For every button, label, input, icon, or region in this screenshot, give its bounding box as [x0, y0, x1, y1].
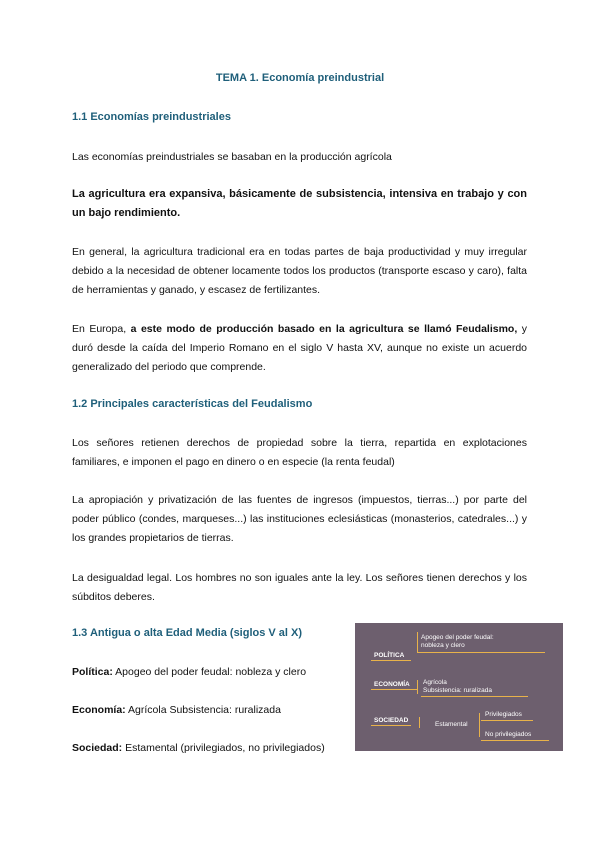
- feudalism-diagram: [355, 623, 563, 751]
- diagram-economia-desc-2: Subsistencia: ruralizada: [423, 687, 493, 694]
- diagram-estamental-bracket: [479, 713, 480, 737]
- section-heading-1: 1.1 Economías preindustriales: [72, 111, 231, 123]
- diagram-privilegiados-underline: [481, 720, 533, 721]
- diagram-politica-desc-2: nobleza y clero: [421, 642, 465, 649]
- page-title: TEMA 1. Economía preindustrial: [215, 72, 385, 84]
- section-heading-3: 1.3 Antigua o alta Edad Media (siglos V al X): [72, 627, 303, 639]
- diagram-economia-desc-1: Agrícola: [423, 679, 447, 686]
- section-heading-2: 1.2 Principales características del Feudalismo: [72, 398, 313, 410]
- paragraph-europa-suffix: y duró desde la caída del Imperio Romano en el siglo V hasta XV, aunque no existe un acuerdo generalizado del periodo que comprende.: [72, 323, 528, 373]
- paragraph-europa-prefix: En Europa,: [72, 323, 131, 335]
- economia-label: Economía:: [72, 704, 126, 716]
- diagram-politica-bracket: [417, 632, 418, 652]
- diagram-sociedad-bracket: [419, 717, 420, 728]
- economia-text: Agrícola Subsistencia: ruralizada: [125, 704, 281, 716]
- diagram-politica-label: POLÍTICA: [374, 652, 405, 659]
- diagram-politica-label-underline: [371, 660, 411, 661]
- diagram-sociedad-label: SOCIEDAD: [374, 717, 409, 724]
- paragraph-apropiacion: La apropiación y privatización de las fuentes de ingresos (impuestos, tierras...) por parte del poder público (condes, marqueses...) las instituciones eclesiásticas (monasterios, catedrales...) y los grandes propietarios de tierras.: [72, 494, 527, 544]
- paragraph-agricultura-tradicional: En general, la agricultura tradicional era en todas partes de baja productividad y muy irregular debido a la necesidad de obtener locamente todos los productos (transporte escaso y caro), falta de herramientas y ganado, y escasez de fertilizantes.: [72, 246, 527, 296]
- diagram-politica-desc-1: Apogeo del poder feudal:: [421, 634, 494, 641]
- paragraph-economias: Las economías preindustriales se basaban en la producción agrícola: [72, 151, 392, 163]
- sociedad-text: Estamental (privilegiados, no privilegiados): [122, 742, 325, 754]
- diagram-privilegiados: Privilegiados: [485, 711, 522, 718]
- diagram-economia-bracket: [417, 680, 418, 694]
- paragraph-europa: [72, 320, 527, 376]
- diagram-no-privilegiados-underline: [481, 740, 549, 741]
- diagram-no-privilegiados: No privilegiados: [485, 731, 532, 738]
- diagram-economia-label: ECONOMÍA: [374, 681, 410, 688]
- diagram-politica-underline: [417, 652, 545, 653]
- paragraph-agricultura: La agricultura era expansiva, básicamente de subsistencia, intensiva en trabajo y con un bajo rendimiento.: [72, 188, 527, 219]
- politica-text: Apogeo del poder feudal: nobleza y clero: [112, 666, 307, 678]
- sociedad-label: Sociedad:: [72, 742, 123, 754]
- politica-line: [72, 663, 352, 682]
- diagram-economia-label-underline: [371, 689, 417, 690]
- politica-label: Política:: [72, 666, 113, 678]
- economia-line: [72, 701, 352, 720]
- diagram-economia-underline: [421, 696, 528, 697]
- paragraph-desigualdad: La desigualdad legal. Los hombres no son iguales ante la ley. Los señores tienen derechos y los súbditos deberes.: [72, 572, 527, 603]
- diagram-estamental: Estamental: [435, 721, 468, 728]
- diagram-sociedad-label-underline: [371, 725, 411, 726]
- sociedad-line: [72, 739, 352, 758]
- paragraph-europa-bold: a este modo de producción basado en la agricultura se llamó Feudalismo,: [130, 323, 518, 335]
- paragraph-senores: Los señores retienen derechos de propiedad sobre la tierra, repartida en explotaciones familiares, e imponen el pago en dinero o en especie (la renta feudal): [72, 437, 527, 468]
